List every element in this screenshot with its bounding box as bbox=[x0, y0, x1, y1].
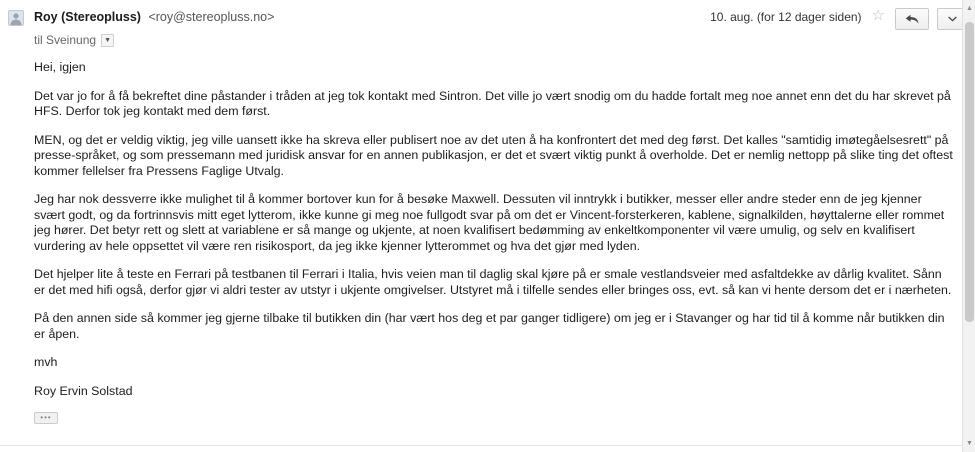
body-paragraph: mvh bbox=[34, 355, 58, 369]
reply-arrow-icon bbox=[905, 14, 920, 25]
sender-line bbox=[34, 8, 710, 25]
body-paragraph: MEN, og det er veldig viktig, jeg ville uansett ikke ha skreva eller publisert noe av det uten å ha konfrontert det med deg først. Det kalles "samtidig imøtegåelsesrett" på presse-språket, og som pressemann med juridisk ansvar for en annen publikasjon, er det et svært viktig punkt å overholde. Det er nemlig nettopp på slike ting det oftest kommer fellelser fra Pressens Faglige Utvalg. bbox=[34, 132, 953, 178]
recipient-details-toggle[interactable] bbox=[101, 34, 114, 47]
avatar-container bbox=[8, 8, 34, 26]
message-header bbox=[0, 0, 975, 30]
scroll-down-arrow-icon[interactable]: ▼ bbox=[966, 440, 973, 447]
show-trimmed-content-button[interactable] bbox=[34, 412, 58, 424]
message-date: 10. aug. (for 12 dager siden) bbox=[710, 10, 862, 24]
chevron-down-icon bbox=[948, 16, 957, 22]
reply-button[interactable] bbox=[895, 8, 929, 30]
avatar[interactable] bbox=[8, 10, 24, 26]
scroll-up-arrow-icon[interactable]: ▲ bbox=[966, 5, 973, 12]
body-paragraph: Det hjelper lite å teste en Ferrari på testbanen til Ferrari i Italia, hvis veien man til daglig skal kjøre på er smale vestlandsveier med asfaltdekke av dårlig kvalitet. Sånn er det med hifi også, derfor gjør vi aldri tester av utstyr i ukjente omgivelser. Utstyret må i tilfelle sendes eller bringes oss, evt. så kan vi hente dersom det er i nærheten. bbox=[34, 267, 952, 297]
message-body bbox=[34, 60, 953, 399]
body-paragraph: Jeg har nok dessverre ikke mulighet til å kommer bortover kun for å besøke Maxwell. Dessuten vil inntrykk i butikker, messer eller andre steder enn de jeg kjenner svært godt, og da fortrinnsvis mitt eget lytterom, ikke kunne gi meg noe fullgodt svar på om det er Vincent-forsterkeren, kablene, signalkilden, høyttalerne eller rommet jeg hører. Det betyr rett og slett at variablene er så mange og ukjente, at noen kvalifisert bedømming av enkeltkomponenter vil være umulig, og selv en kvalifisert vurdering av hele oppsettet vil være ren risikosport, da jeg ikke kjenner lytterommet og hva det gjør med lyden. bbox=[34, 192, 945, 253]
scrollbar-thumb[interactable] bbox=[965, 22, 974, 322]
ellipsis-icon: ••• bbox=[40, 413, 52, 422]
recipient-line bbox=[34, 33, 975, 47]
chevron-down-icon: ▼ bbox=[104, 36, 112, 44]
sender-name[interactable]: Roy (Stereopluss) bbox=[34, 10, 141, 24]
body-paragraph: Det var jo for å få bekreftet dine påstander i tråden at jeg tok kontakt med Sintron. Det ville jo vært snodig om du hadde fortalt meg noe annet enn det du har skrevet på HFS. Derfor tok jeg kontakt med dem først. bbox=[34, 88, 951, 118]
body-paragraph: På den annen side så kommer jeg gjerne tilbake til butikken din (har vært hos deg et par ganger tidligere) om jeg er i Stavanger og har tid til å komme når butikken din er åpen. bbox=[34, 311, 945, 341]
body-signature: Roy Ervin Solstad bbox=[34, 383, 133, 398]
vertical-scrollbar[interactable] bbox=[962, 0, 975, 452]
star-icon[interactable]: ☆ bbox=[871, 7, 885, 24]
person-icon bbox=[9, 12, 23, 25]
sender-email[interactable]: <roy@stereopluss.no> bbox=[148, 10, 275, 24]
recipient-label: til Sveinung bbox=[34, 33, 97, 47]
body-paragraph: Hei, igjen bbox=[34, 60, 86, 74]
header-actions bbox=[710, 8, 967, 30]
divider bbox=[0, 445, 962, 446]
